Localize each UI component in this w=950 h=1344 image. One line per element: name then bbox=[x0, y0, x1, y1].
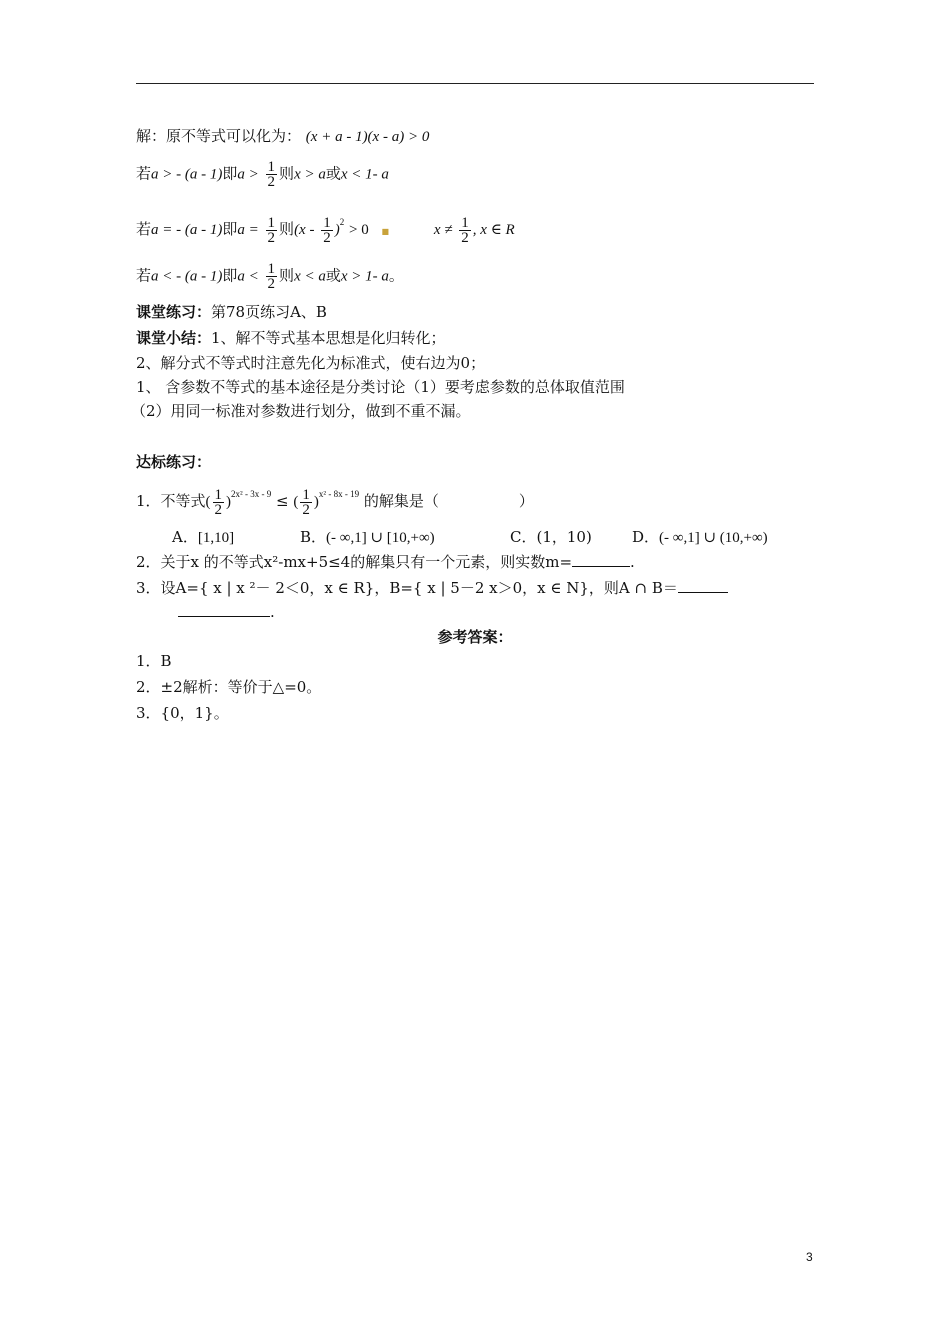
option-d-value: (- ∞,1] ∪ (10,+∞) bbox=[659, 530, 768, 546]
summary-line-3 bbox=[136, 377, 625, 397]
summary-item-4: （2）用同一标准对参数进行划分，做到不重不漏。 bbox=[131, 402, 471, 420]
q1-open-paren: ( bbox=[205, 494, 211, 510]
option-b-value: (- ∞,1] ∪ [10,+∞) bbox=[326, 530, 435, 546]
fraction-numerator: 1 bbox=[267, 159, 276, 175]
q2-answer-blank[interactable] bbox=[572, 552, 630, 567]
case3-half-fraction bbox=[266, 262, 278, 291]
case1-a: a > bbox=[237, 166, 259, 183]
dot-mark: ■ bbox=[381, 227, 390, 236]
option-a bbox=[172, 526, 234, 547]
case2-condition: a = - (a - 1) bbox=[151, 222, 223, 238]
case1-ruo: 若 bbox=[136, 164, 152, 183]
q1-suffix: 的解集是（ bbox=[363, 492, 439, 510]
case2-ji: 即 bbox=[222, 220, 238, 238]
exercise-q3-cont bbox=[178, 602, 275, 622]
option-a-value: [1,10] bbox=[197, 530, 235, 546]
solution-case-3 bbox=[136, 262, 404, 291]
q3-answer-blank-2[interactable] bbox=[178, 602, 270, 617]
option-a-label: A． bbox=[172, 528, 198, 546]
practice-label: 课堂练习： bbox=[136, 303, 212, 321]
option-d-label: D． bbox=[632, 528, 660, 546]
fraction-numerator: 1 bbox=[214, 486, 223, 503]
answers-title: 参考答案： bbox=[437, 628, 513, 646]
case3-result-1: x < a bbox=[294, 268, 326, 285]
case1-result-2: x < 1- a bbox=[340, 166, 389, 183]
case1-half-fraction bbox=[266, 160, 278, 189]
fraction-denominator: 2 bbox=[461, 229, 469, 246]
q1-half-fraction-2 bbox=[300, 488, 312, 517]
answer-2: 2．±2解析：等价于△=0。 bbox=[136, 678, 322, 696]
summary-item-2: 2、解分式不等式时注意先化为标准式，使右边为0； bbox=[136, 354, 486, 372]
option-c bbox=[510, 526, 592, 547]
solution-case-2 bbox=[136, 212, 515, 245]
q1-exponent-2: x² - 8x - 19 bbox=[318, 489, 360, 499]
fraction-numerator: 1 bbox=[267, 214, 276, 231]
case3-condition: a < - (a - 1) bbox=[151, 268, 223, 285]
fraction-numerator: 1 bbox=[302, 486, 310, 503]
case1-condition: a > - (a - 1) bbox=[151, 166, 223, 183]
practice-line bbox=[136, 302, 327, 322]
solution-case-1 bbox=[136, 160, 389, 189]
case3-huo: 或 bbox=[325, 266, 341, 285]
case2-neq: x ≠ bbox=[433, 222, 453, 238]
option-b bbox=[300, 526, 435, 547]
exercises-label: 达标练习： bbox=[136, 453, 212, 471]
solution-intro-expr: (x + a - 1)(x - a) > 0 bbox=[305, 129, 430, 145]
page-number: 3 bbox=[806, 1250, 813, 1264]
case2-square: 2 bbox=[339, 217, 345, 227]
summary-line-4 bbox=[131, 401, 471, 421]
case3-end: 。 bbox=[388, 266, 404, 285]
q1-half-fraction-1 bbox=[213, 488, 225, 517]
q1-paren-close: ） bbox=[518, 492, 534, 510]
summary-line-2 bbox=[136, 353, 485, 373]
option-c-value: (1，10) bbox=[536, 528, 592, 546]
summary-label: 课堂小结： bbox=[136, 329, 212, 347]
option-c-label: C． bbox=[510, 528, 537, 546]
case2-lhs-close: ) bbox=[334, 222, 340, 238]
answer-1: 1．B bbox=[136, 652, 172, 670]
q1-open-paren: ( bbox=[293, 494, 299, 510]
case3-a: a < bbox=[237, 268, 259, 285]
option-d bbox=[632, 526, 768, 547]
q1-close-paren: ) bbox=[313, 494, 319, 510]
fraction-denominator: 2 bbox=[267, 229, 276, 246]
fraction-numerator: 1 bbox=[267, 261, 276, 277]
case2-ze: 则 bbox=[279, 220, 295, 238]
q2-text: 2．关于x 的不等式x²-mx+5≤4的解集只有一个元素，则实数m= bbox=[136, 553, 573, 571]
case2-neq-fraction bbox=[459, 216, 471, 245]
fraction-numerator: 1 bbox=[461, 214, 469, 231]
fraction-denominator: 2 bbox=[267, 174, 276, 190]
case2-inner-fraction bbox=[321, 216, 333, 245]
q1-exponent-1: 2x² - 3x - 9 bbox=[231, 489, 272, 499]
case2-ruo: 若 bbox=[136, 220, 152, 238]
case1-ze: 则 bbox=[279, 164, 295, 183]
fraction-denominator: 2 bbox=[214, 501, 223, 518]
case1-ji: 即 bbox=[222, 164, 238, 183]
q1-close-paren: ) bbox=[226, 494, 232, 510]
fraction-denominator: 2 bbox=[323, 229, 331, 246]
case2-half-fraction bbox=[266, 216, 278, 245]
case3-ji: 即 bbox=[222, 266, 238, 285]
case2-tail: , x ∈ R bbox=[472, 222, 515, 238]
exercise-q1 bbox=[136, 484, 534, 517]
case1-result-1: x > a bbox=[294, 166, 326, 183]
q2-end: . bbox=[630, 553, 635, 571]
solution-intro bbox=[136, 126, 429, 147]
q3-text: 3．设A={ x | x ²－ 2＜0，x ∈ R}，B={ x | 5－2 x＞0，x ∈ N}，则A ∩ B＝ bbox=[136, 579, 678, 597]
summary-line-1 bbox=[136, 328, 446, 348]
q3-end: . bbox=[270, 603, 275, 621]
fraction-denominator: 2 bbox=[267, 276, 276, 292]
summary-item-1: 1、解不等式基本思想是化归转化； bbox=[211, 329, 446, 347]
solution-intro-text: 解：原不等式可以化为： bbox=[136, 127, 302, 145]
q1-le-sign: ≤ bbox=[276, 492, 289, 510]
case1-huo: 或 bbox=[325, 164, 341, 183]
case3-result-2: x > 1- a bbox=[340, 268, 389, 285]
case2-a: a = bbox=[237, 222, 259, 238]
q1-prefix: 1．不等式 bbox=[136, 492, 206, 510]
exercise-q2 bbox=[136, 552, 635, 572]
case2-gt-zero: > 0 bbox=[349, 222, 369, 238]
case3-ruo: 若 bbox=[136, 266, 152, 285]
fraction-numerator: 1 bbox=[323, 214, 331, 231]
answer-3: 3．{0，1}。 bbox=[136, 704, 229, 722]
header-rule bbox=[136, 83, 814, 84]
fraction-denominator: 2 bbox=[302, 501, 310, 518]
summary-item-3: 1、 含参数不等式的基本途径是分类讨论（1）要考虑参数的总体取值范围 bbox=[136, 378, 625, 396]
option-b-label: B． bbox=[300, 528, 327, 546]
q3-answer-blank-1[interactable] bbox=[678, 578, 728, 593]
case3-ze: 则 bbox=[279, 266, 295, 285]
practice-text: 第78页练习A、B bbox=[211, 303, 327, 321]
case2-lhs-open: (x - bbox=[294, 222, 315, 238]
exercise-q3 bbox=[136, 578, 728, 598]
